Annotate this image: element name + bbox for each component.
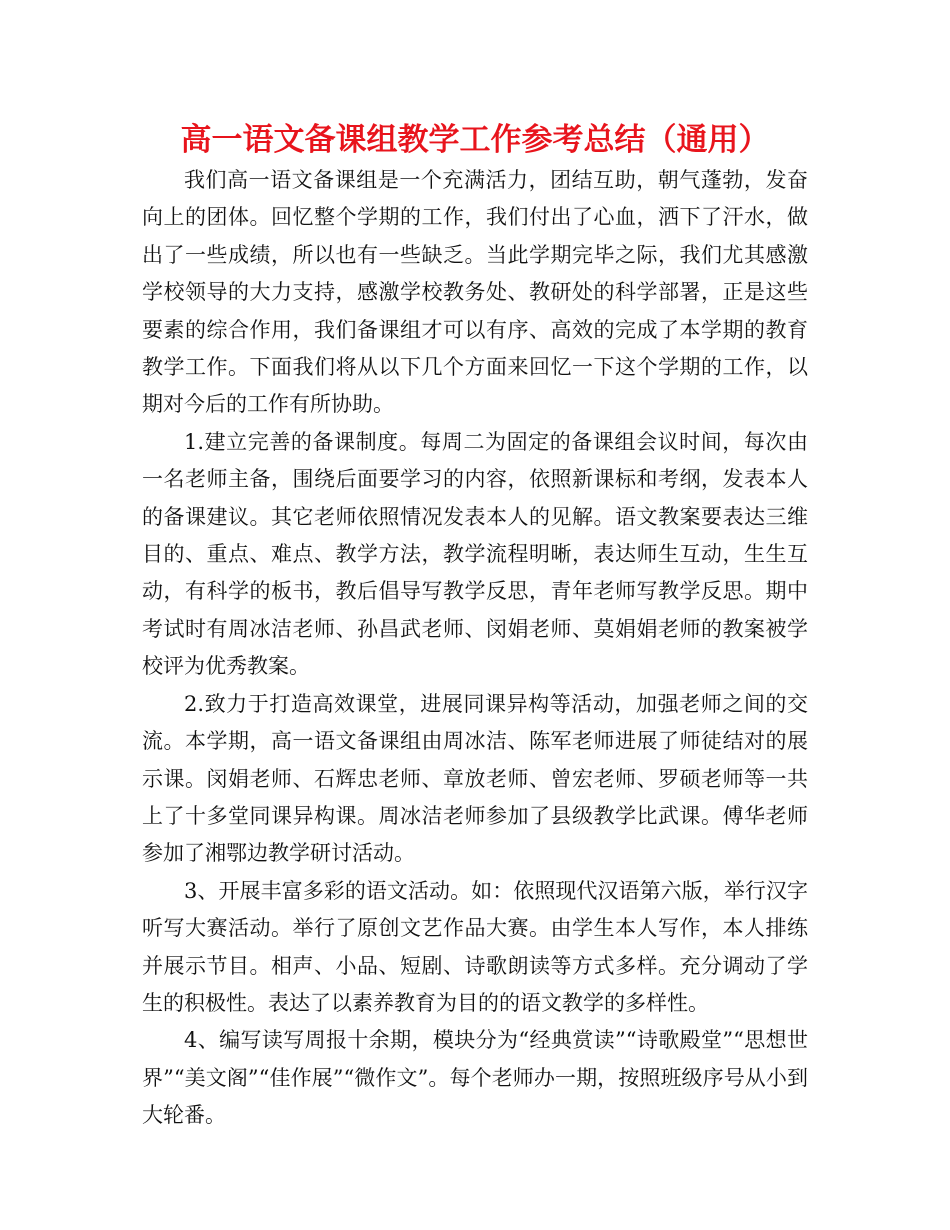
paragraph-item-4: 4、编写读写周报十余期，模块分为“经典赏读”“诗歌殿堂”“思想世界”“美文阁”“佳作展”“微作文”。每个老师办一期，按照班级序号从小到大轮番。 <box>142 1028 808 1128</box>
paragraph-item-2: 2.致力于打造高效课堂，进展同课异构等活动，加强老师之间的交流。本学期，高一语文备课组由周冰洁、陈军老师进展了师徒结对的展示课。闵娟老师、石辉忠老师、章放老师、曾宏老师、罗硕老师等一共上了十多堂同课异构课。周冰洁老师参加了县级教学比武课。傅华老师参加了湘鄂边教学研讨活动。 <box>142 691 808 866</box>
paragraph-item-1: 1.建立完善的备课制度。每周二为固定的备课组会议时间，每次由一名老师主备，围绕后面要学习的内容，依照新课标和考纲，发表本人的备课建议。其它老师依照情况发表本人的见解。语文教案要表达三维目的、重点、难点、教学方法，教学流程明晰，表达师生互动，生生互动，有科学的板书，教后倡导写教学反思，青年老师写教学反思。期中考试时有周冰洁老师、孙昌武老师、闵娟老师、莫娟娟老师的教案被学校评为优秀教案。 <box>142 429 808 679</box>
document-title: 高一语文备课组教学工作参考总结（通用） <box>180 122 770 158</box>
paragraph-item-3: 3、开展丰富多彩的语文活动。如：依照现代汉语第六版，举行汉字听写大赛活动。举行了原创文艺作品大赛。由学生本人写作，本人排练并展示节目。相声、小品、短剧、诗歌朗读等方式多样。充分调动了学生的积极性。表达了以素养教育为目的的语文教学的多样性。 <box>142 878 808 1015</box>
document-body <box>142 162 808 1135</box>
paragraph-intro: 我们高一语文备课组是一个充满活力，团结互助，朝气蓬勃，发奋向上的团体。回忆整个学期的工作，我们付出了心血，洒下了汗水，做出了一些成绩，所以也有一些缺乏。当此学期完毕之际，我们尤其感激学校领导的大力支持，感激学校教务处、教研处的科学部署，正是这些要素的综合作用，我们备课组才可以有序、高效的完成了本学期的教育教学工作。下面我们将从以下几个方面来回忆一下这个学期的工作，以期对今后的工作有所协助。 <box>142 168 808 417</box>
